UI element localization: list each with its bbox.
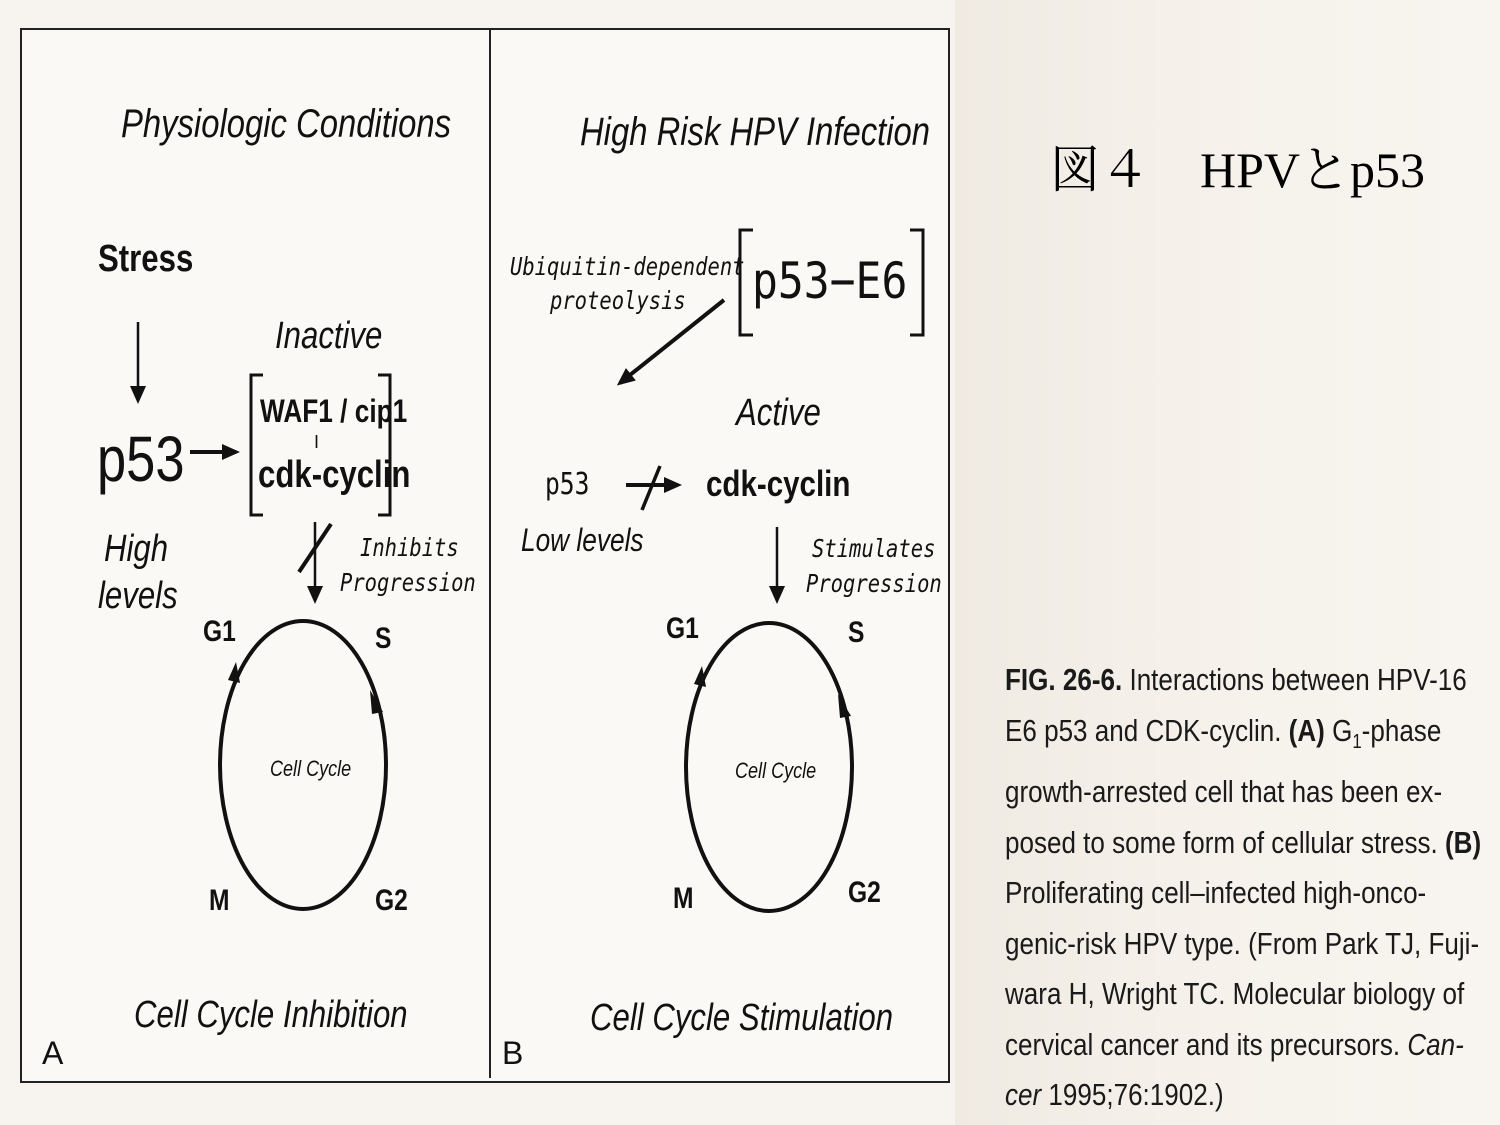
caption-fig-label: FIG. 26-6. xyxy=(1005,662,1123,697)
cdk-cyclin-label-b: cdk-cyclin xyxy=(706,463,851,504)
panel-b-letter: B xyxy=(502,1035,524,1071)
p53-label-a: p53 xyxy=(97,423,185,495)
figure-caption xyxy=(1005,655,1482,1121)
caption-journal: Can- xyxy=(1407,1026,1464,1062)
stress-label: Stress xyxy=(98,238,194,280)
caption-line-8 xyxy=(1005,1020,1464,1071)
progression-label-b: Progression xyxy=(806,569,942,598)
panel-b-heading: High Risk HPV Infection xyxy=(580,110,931,154)
caption-line-2 xyxy=(1005,706,1442,768)
slide-title: 図４ HPVとp53 xyxy=(1050,142,1426,198)
caption-text: cervical cancer and its precursors. xyxy=(1005,1026,1408,1062)
caption-line-1 xyxy=(1005,655,1467,706)
progression-label-a: Progression xyxy=(340,568,476,597)
caption-panel-a-ref: (A) xyxy=(1288,712,1325,748)
p53-e6-right-bracket xyxy=(910,230,923,335)
caption-text: -phase xyxy=(1361,712,1442,748)
inhibits-label: Inhibits xyxy=(360,533,459,562)
p53-label-b: p53 xyxy=(545,467,590,502)
complex-bar: I xyxy=(314,432,320,452)
caption-line-9 xyxy=(1005,1070,1401,1121)
caption-panel-b-ref: (B) xyxy=(1444,824,1482,860)
caption-text: E6 p53 and CDK-cyclin. xyxy=(1005,712,1289,748)
cell-cycle-label-b: Cell Cycle xyxy=(735,758,817,783)
caption-line-7: wara H, Wright TC. Molecular biology of xyxy=(1005,976,1465,1012)
low-levels-label: Low levels xyxy=(521,522,644,558)
g1-label-b: G1 xyxy=(666,612,699,645)
proteolysis-label: proteolysis xyxy=(550,286,686,315)
g1-label-a: G1 xyxy=(203,615,236,648)
s-label-a: S xyxy=(375,622,392,655)
caption-line-6: genic-risk HPV type. (From Park TJ, Fuji- xyxy=(1005,925,1480,961)
caption-text: posed to some form of cellular stress. xyxy=(1005,824,1445,860)
caption-text: G xyxy=(1324,712,1353,748)
s-label-b: S xyxy=(848,616,865,649)
g2-label-b: G2 xyxy=(848,876,881,909)
caption-text: 1995;76:1902.) xyxy=(1041,1077,1224,1113)
panel-a-heading: Physiologic Conditions xyxy=(121,102,452,146)
cell-cycle-label-a: Cell Cycle xyxy=(270,756,352,781)
blocked-slash xyxy=(642,466,660,510)
caption-text: Interactions between HPV-16 xyxy=(1122,662,1467,697)
cycle-arrowhead-b-right xyxy=(838,694,851,718)
caption-line-5: Proliferating cell–infected high-onco- xyxy=(1005,875,1427,911)
panel-a-footer: Cell Cycle Inhibition xyxy=(134,994,408,1036)
caption-line-4 xyxy=(1005,818,1482,869)
stimulates-label: Stimulates xyxy=(812,534,936,563)
ubiquitin-label: Ubiquitin-dependent xyxy=(510,252,745,281)
caption-subscript: 1 xyxy=(1352,730,1362,753)
panel-a-letter: A xyxy=(42,1035,64,1071)
cdk-cyclin-label-a: cdk-cyclin xyxy=(258,454,411,496)
panel-b-footer: Cell Cycle Stimulation xyxy=(590,997,894,1039)
m-label-a: M xyxy=(209,884,230,917)
m-label-b: M xyxy=(673,882,694,915)
levels-label: levels xyxy=(98,575,178,617)
caption-line-3: growth-arrested cell that has been ex- xyxy=(1005,774,1443,810)
g2-label-a: G2 xyxy=(375,884,408,917)
high-label: High xyxy=(104,528,169,570)
inactive-label: Inactive xyxy=(275,315,383,357)
waf1-label: WAF1 / cip1 xyxy=(260,393,408,429)
active-label: Active xyxy=(736,392,821,434)
p53-e6-label: p53−E6 xyxy=(752,252,908,310)
caption-journal: cer xyxy=(1005,1077,1042,1113)
